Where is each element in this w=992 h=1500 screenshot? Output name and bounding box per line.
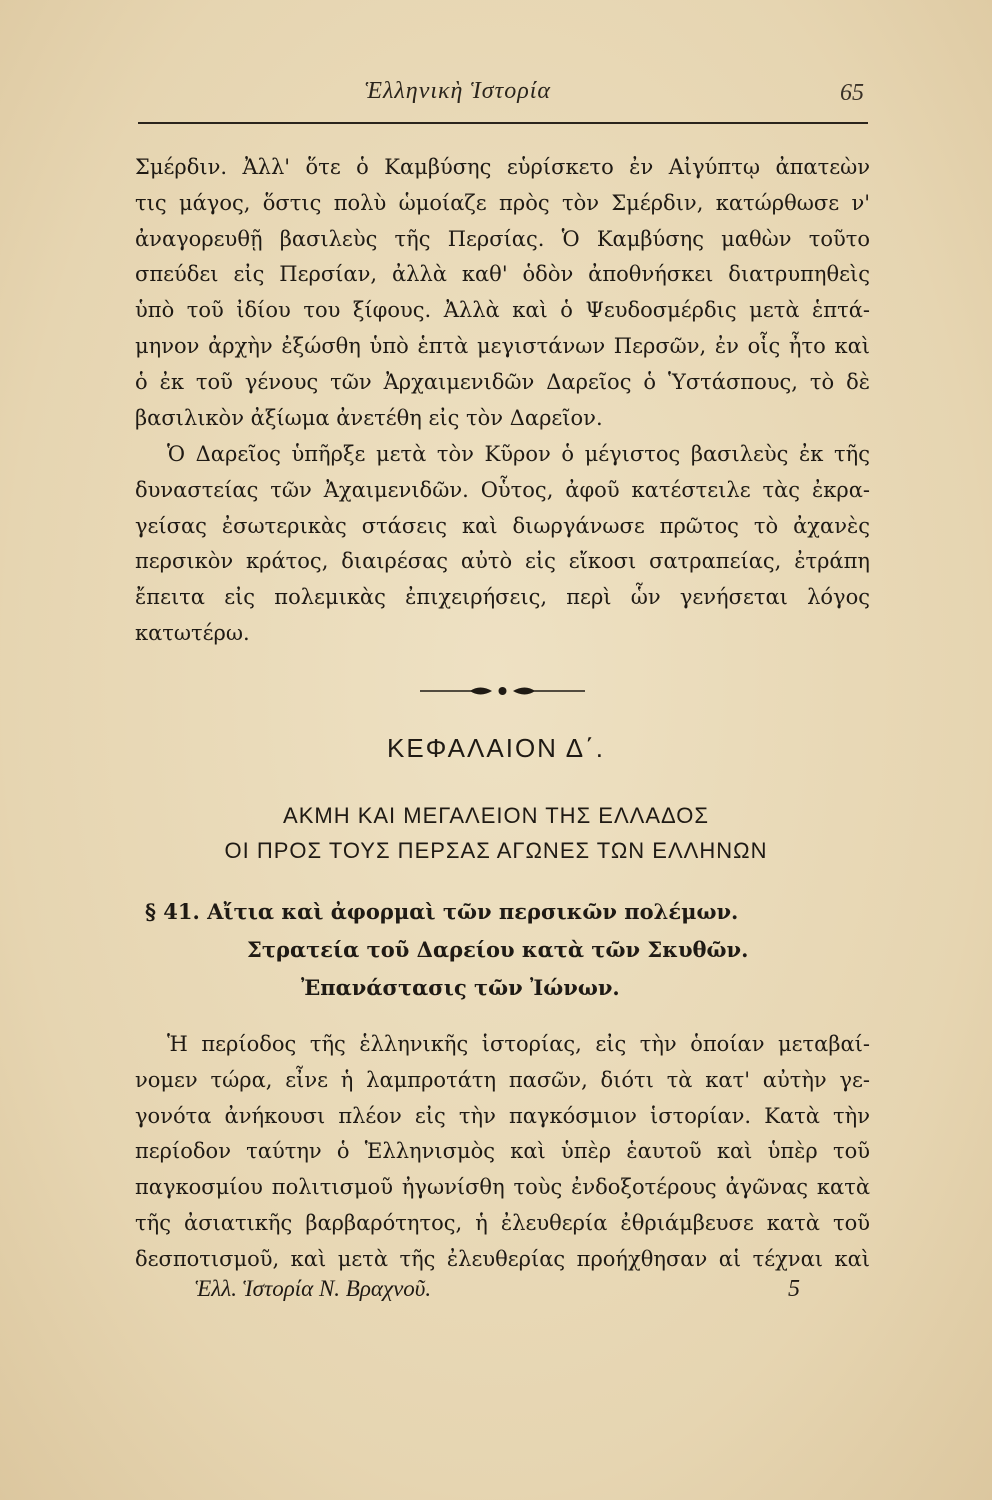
text-line: γείσας ἐσωτερικὰς στάσεις καὶ διωργάνωσε πρῶτος τὸ ἀχανὲς (135, 513, 870, 538)
text-line: Σμέρδιν. Ἀλλ' ὅτε ὁ Καμβύσης εὑρίσκετο ἐν Αἰγύπτῳ ἀπατεὼν (135, 155, 870, 179)
text-line: ἀναγορευθῇ βασιλεὺς τῆς Περσίας. Ὁ Καμβύσης μαθὼν τοῦτο (135, 226, 870, 251)
chapter-subtitle-line-1: ΑΚΜΗ ΚΑΙ ΜΕΓΑΛΕΙΟΝ ΤΗΣ ΕΛΛΑΔΟΣ (283, 803, 709, 828)
running-title: Ἑλληνικὴ Ἱστορία (365, 78, 551, 104)
section-heading-line-3: Ἐπανάστασις τῶν Ἰώνων. (301, 975, 620, 1000)
ornament-divider-icon (420, 683, 585, 699)
text-line: ἔπειτα εἰς πολεμικὰς ἐπιχειρήσεις, περὶ ὧν γενήσεται λόγος (135, 585, 870, 610)
text-line: ὑπὸ τοῦ ἰδίου του ξίφους. Ἀλλὰ καὶ ὁ Ψευδοσμέρδις μετὰ ἑπτά- (135, 298, 870, 323)
text-line: τῆς ἀσιατικῆς βαρβαρότητος, ἡ ἐλευθερία ἐθριάμβευσε κατὰ τοῦ (135, 1210, 870, 1235)
text-line: δεσποτισμοῦ, καὶ μετὰ τῆς ἐλευθερίας προήχθησαν αἱ τέχναι καὶ (135, 1246, 870, 1271)
text-line: βασιλικὸν ἀξίωμα ἀνετέθη εἰς τὸν Δαρεῖον. (135, 405, 603, 430)
text-line: νομεν τώρα, εἶνε ἡ λαμπροτάτη πασῶν, διότι τὰ κατ' αὐτὴν γε- (135, 1067, 870, 1092)
text-line: κατωτέρω. (135, 620, 250, 645)
chapter-subtitle-line-2: ΟΙ ΠΡΟΣ ΤΟΥΣ ΠΕΡΣΑΣ ΑΓΩΝΕΣ ΤΩΝ ΕΛΛΗΝΩΝ (224, 838, 768, 863)
text-line: μηνον ἀρχὴν ἐξώσθη ὑπὸ ἑπτὰ μεγιστάνων Περσῶν, ἐν οἷς ἦτο καὶ (135, 333, 870, 358)
paragraph-1 (135, 150, 870, 436)
running-header (130, 78, 870, 118)
page-number: 65 (840, 80, 864, 106)
text-line: Ἡ περίοδος τῆς ἑλληνικῆς ἱστορίας, εἰς τὴν ὁποίαν μεταβαί- (167, 1032, 870, 1056)
text-line: Ὁ Δαρεῖος ὑπῆρξε μετὰ τὸν Κῦρον ὁ μέγιστος βασιλεὺς ἐκ τῆς (167, 442, 870, 466)
text-line: περσικὸν κράτος, διαιρέσας αὐτὸ εἰς εἴκοσι σατραπείας, ἐτράπη (135, 549, 870, 574)
text-line: τις μάγος, ὅστις πολὺ ὡμοίαζε πρὸς τὸν Σμέρδιν, κατώρθωσε ν' (135, 190, 870, 215)
text-line: σπεύδει εἰς Περσίαν, ἀλλὰ καθ' ὁδὸν ἀποθνήσκει διατρυπηθεὶς (135, 262, 870, 287)
footer-book-title: Ἑλλ. Ἱστορία Ν. Βραχνοῦ. (195, 1276, 432, 1301)
signature-mark: 5 (788, 1276, 800, 1302)
text-line: ὁ ἐκ τοῦ γένους τῶν Ἀρχαιμενιδῶν Δαρεῖος ὁ Ὑστάσπους, τὸ δὲ (135, 369, 870, 394)
paragraph-3 (135, 1027, 870, 1278)
page-footer (195, 1276, 800, 1310)
text-line: γονότα ἀνήκουσι πλέον εἰς τὴν παγκόσμιον ἱστορίαν. Κατὰ τὴν (135, 1103, 870, 1128)
text-line: περίοδον ταύτην ὁ Ἑλληνισμὸς καὶ ὑπὲρ ἑαυτοῦ καὶ ὑπὲρ τοῦ (135, 1139, 870, 1164)
header-rule (138, 122, 868, 124)
section-heading (135, 893, 870, 1007)
section-heading-line-1: § 41. Αἴτια καὶ ἀφορμαὶ τῶν περσικῶν πολέμων. (145, 899, 739, 924)
text-line: παγκοσμίου πολιτισμοῦ ἠγωνίσθη τοὺς ἐνδοξοτέρους ἀγῶνας κατὰ (135, 1175, 870, 1200)
chapter-title: ΚΕΦΑΛΑΙΟΝ Δ΄. (387, 733, 605, 763)
paragraph-2 (135, 437, 870, 652)
text-line: δυναστείας τῶν Ἀχαιμενιδῶν. Οὗτος, ἀφοῦ κατέστειλε τὰς ἐκρα- (135, 477, 870, 502)
section-heading-line-2: Στρατεία τοῦ Δαρείου κατὰ τῶν Σκυθῶν. (247, 937, 749, 962)
